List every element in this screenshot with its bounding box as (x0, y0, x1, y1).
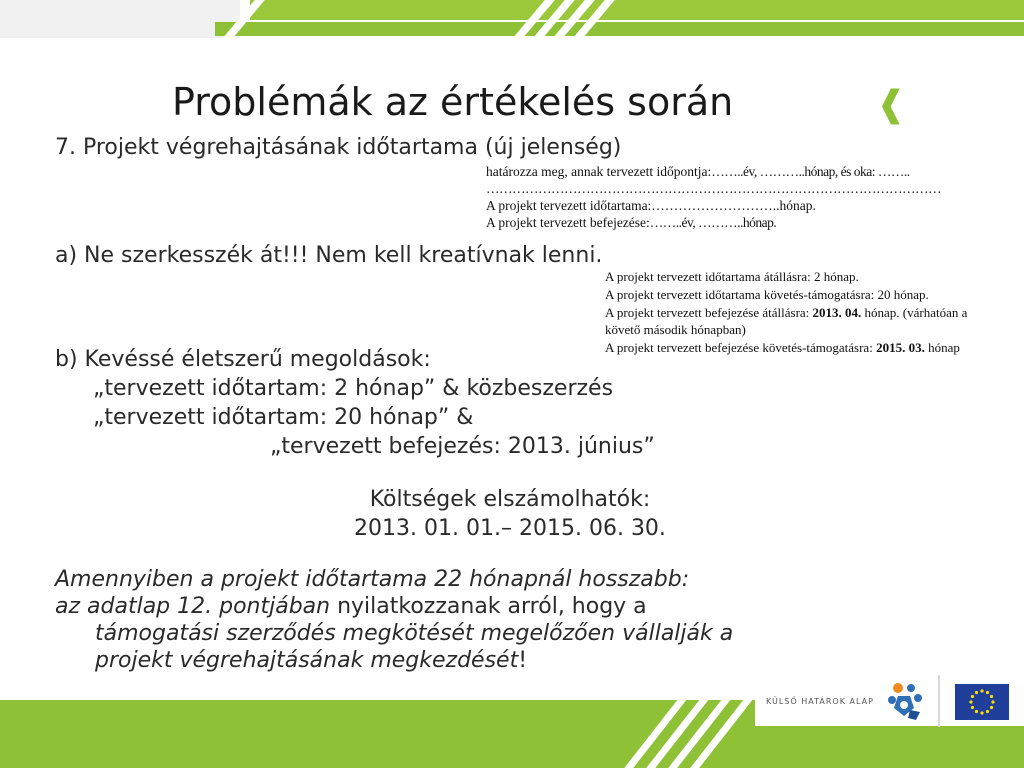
excerpt-line: A projekt tervezett időtartama átállásra: 2 hónap. (605, 269, 859, 284)
logo-divider (938, 675, 940, 727)
eu-star (975, 710, 978, 713)
eu-flag-icon (955, 684, 1009, 720)
note-line: az adatlap 12. pontjában nyilatkozzanak arról, hogy a (55, 594, 647, 619)
eu-star (980, 689, 983, 692)
point-b-example: „tervezett időtartam: 20 hónap” & (93, 405, 474, 430)
excerpt-line: A projekt tervezett időtartama:………………………..hónap. (486, 198, 816, 213)
note-line: Amennyiben a projekt időtartama 22 hónapnál hosszabb: (55, 567, 690, 592)
eu-star (986, 710, 989, 713)
note-line: támogatási szerződés megkötését megelőzően vállalják a (95, 621, 734, 646)
eu-star (986, 691, 989, 694)
excerpt-line: A projekt tervezett befejezése követés-támogatásra: 2015. 03. hónap (605, 340, 960, 356)
excerpt-line: …………………………………………………………………………………………… (486, 181, 941, 196)
excerpt-line: A projekt tervezett időtartama követés-támogatásra: 20 hónap. (605, 286, 929, 302)
form-excerpt-filled (605, 268, 1005, 376)
form-excerpt-original (486, 163, 976, 235)
section-heading: 7. Projekt végrehajtásának időtartama (új jelenség) (55, 135, 622, 160)
fund-logo-text: KÜLSŐ HATÁROK ALAP (766, 697, 874, 706)
eu-star (990, 695, 993, 698)
eu-star (971, 695, 974, 698)
excerpt-line: A projekt tervezett befejezése átállásra: 2013. 04. hónap. (várhatóan a (605, 304, 968, 320)
eu-star (990, 706, 993, 709)
note-line: projekt végrehajtásának megkezdését! (95, 648, 528, 673)
slide-title: Problémák az értékelés során (172, 80, 734, 124)
point-b-heading: b) Kevéssé életszerű megoldások: (55, 347, 431, 372)
point-b (55, 345, 655, 461)
point-a: a) Ne szerkesszék át!!! Nem kell kreatívnak lenni. (55, 243, 603, 268)
costs-label: Költségek elszámolhatók: (369, 487, 651, 512)
costs-period: 2013. 01. 01.– 2015. 06. 30. (354, 516, 666, 541)
eu-star (975, 691, 978, 694)
top-decorative-band (0, 0, 1024, 38)
duration-note (55, 566, 733, 674)
excerpt-line: A projekt tervezett befejezése:……..év, ………..hónap. (486, 215, 777, 230)
excerpt-line: követő második hónapban) (605, 322, 746, 338)
excerpt-line: határozza meg, annak tervezett időpontja:……..év, ………..hónap, és oka: …….. (486, 164, 910, 179)
point-b-example: „tervezett befejezés: 2013. június” (270, 434, 655, 459)
eu-star (971, 706, 974, 709)
eu-star (991, 700, 994, 703)
point-b-example: „tervezett időtartam: 2 hónap” & közbeszerzés (93, 376, 614, 401)
eligible-costs-note (250, 485, 770, 543)
eu-star (980, 711, 983, 714)
kha-logo-icon (880, 676, 930, 726)
title-chevron-icon: ❰ (876, 84, 907, 125)
eu-star (969, 700, 972, 703)
